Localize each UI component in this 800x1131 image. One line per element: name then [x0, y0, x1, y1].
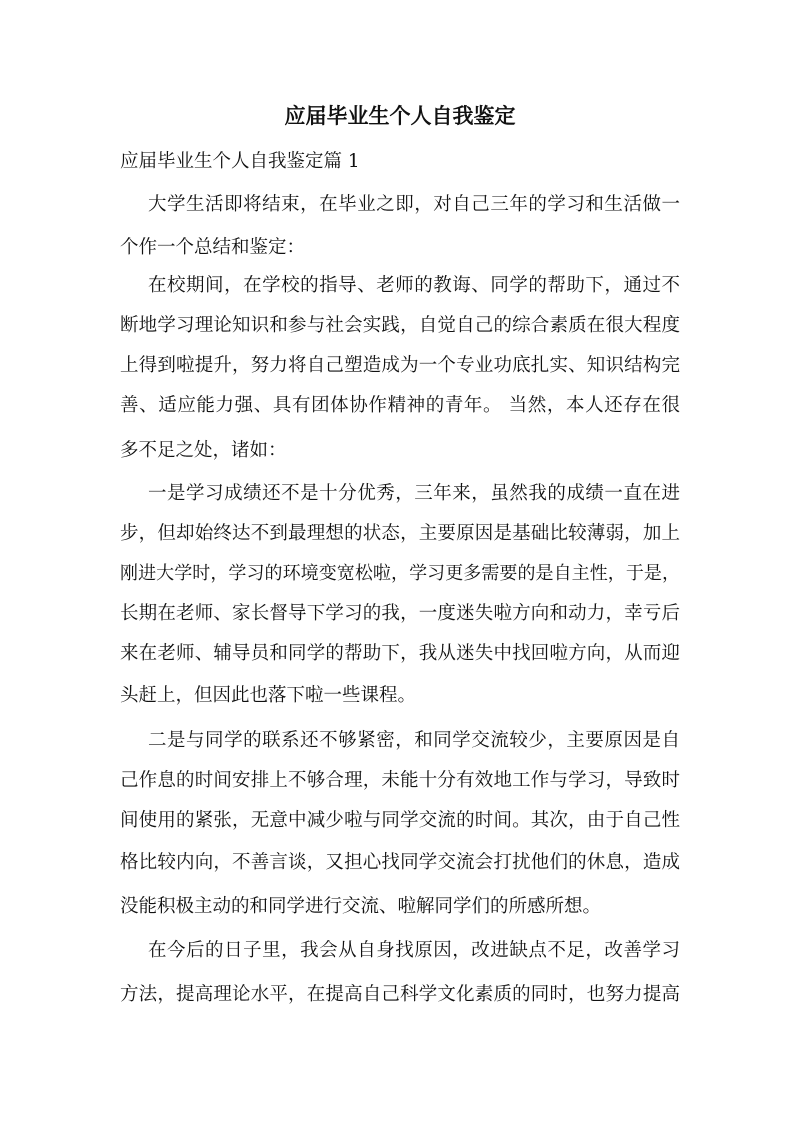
paragraph-2-line-5: 多不足之处，诸如：	[120, 440, 287, 461]
paragraph-3-line-5: 来在老师、辅导员和同学的帮助下，我从迷失中找回啦方向，从而迎	[120, 643, 680, 664]
paragraph-2-line-2: 断地学习理论知识和参与社会实践，自觉自己的综合素质在很大程度	[120, 315, 680, 336]
paragraph-4-line-2: 己作息的时间安排上不够合理，未能十分有效地工作与学习，导致时	[120, 770, 680, 791]
paragraph-3-line-6: 头赶上，但因此也落下啦一些课程。	[120, 685, 417, 706]
paragraph-4-line-4: 格比较内向，不善言谈，又担心找同学交流会打扰他们的休息，造成	[120, 852, 680, 873]
paragraph-3-line-4: 长期在老师、家长督导下学习的我，一度迷失啦方向和动力，幸亏后	[120, 603, 680, 624]
paragraph-4-line-5: 没能积极主动的和同学进行交流、啦解同学们的所感所想。	[120, 896, 602, 917]
document-title: 应届毕业生个人自我鉴定	[284, 103, 516, 128]
paragraph-1-line-2: 个作一个总结和鉴定：	[120, 237, 306, 258]
section-heading: 应届毕业生个人自我鉴定篇 1	[120, 151, 360, 172]
paragraph-4-line-1: 二是与同学的联系还不够紧密，和同学交流较少，主要原因是自	[148, 730, 680, 751]
paragraph-1-line-1: 大学生活即将结束，在毕业之即，对自己三年的学习和生活做一	[148, 194, 680, 215]
paragraph-3-line-1: 一是学习成绩还不是十分优秀，三年来，虽然我的成绩一直在进	[148, 483, 680, 504]
paragraph-3-line-3: 刚进大学时，学习的环境变宽松啦，学习更多需要的是自主性，于是，	[120, 563, 680, 584]
paragraph-4-line-3: 间使用的紧张，无意中减少啦与同学交流的时间。其次，由于自己性	[120, 810, 680, 831]
paragraph-5-line-1: 在今后的日子里，我会从自身找原因，改进缺点不足，改善学习	[148, 940, 680, 961]
paragraph-3-line-2: 步，但却始终达不到最理想的状态，主要原因是基础比较薄弱，加上	[120, 523, 680, 544]
paragraph-2-line-4: 善、适应能力强、具有团体协作精神的青年。 当然，本人还存在很	[120, 395, 680, 416]
paragraph-5-line-2: 方法，提高理论水平，在提高自己科学文化素质的同时，也努力提高	[120, 984, 680, 1005]
paragraph-2-line-3: 上得到啦提升，努力将自己塑造成为一个专业功底扎实、知识结构完	[120, 355, 680, 376]
paragraph-2-line-1: 在校期间，在学校的指导、老师的教诲、同学的帮助下，通过不	[148, 275, 680, 296]
